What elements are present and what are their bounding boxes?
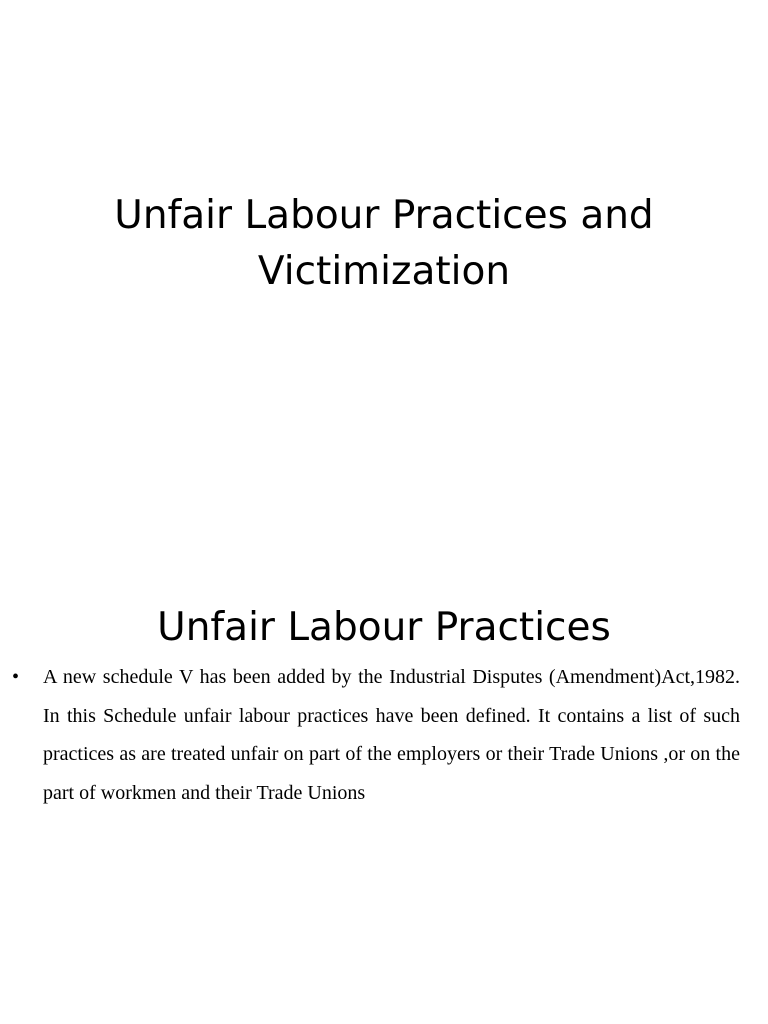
content-slide <box>0 512 768 1024</box>
bullet-list <box>0 658 768 812</box>
bullet-marker: • <box>12 666 20 688</box>
slide-heading: Unfair Labour Practices <box>157 605 611 650</box>
bullet-item <box>0 658 768 812</box>
bullet-text: A new schedule V has been added by the Industrial Disputes (Amendment)Act,1982. In this Schedule unfair labour practices have been defined. It contains a list of such practices as are treated unfair on part of the employers or their Trade Unions ,or on the part of workmen and their Trade Unions <box>43 666 740 804</box>
slide-title: Unfair Labour Practices and Victimization <box>114 193 654 294</box>
